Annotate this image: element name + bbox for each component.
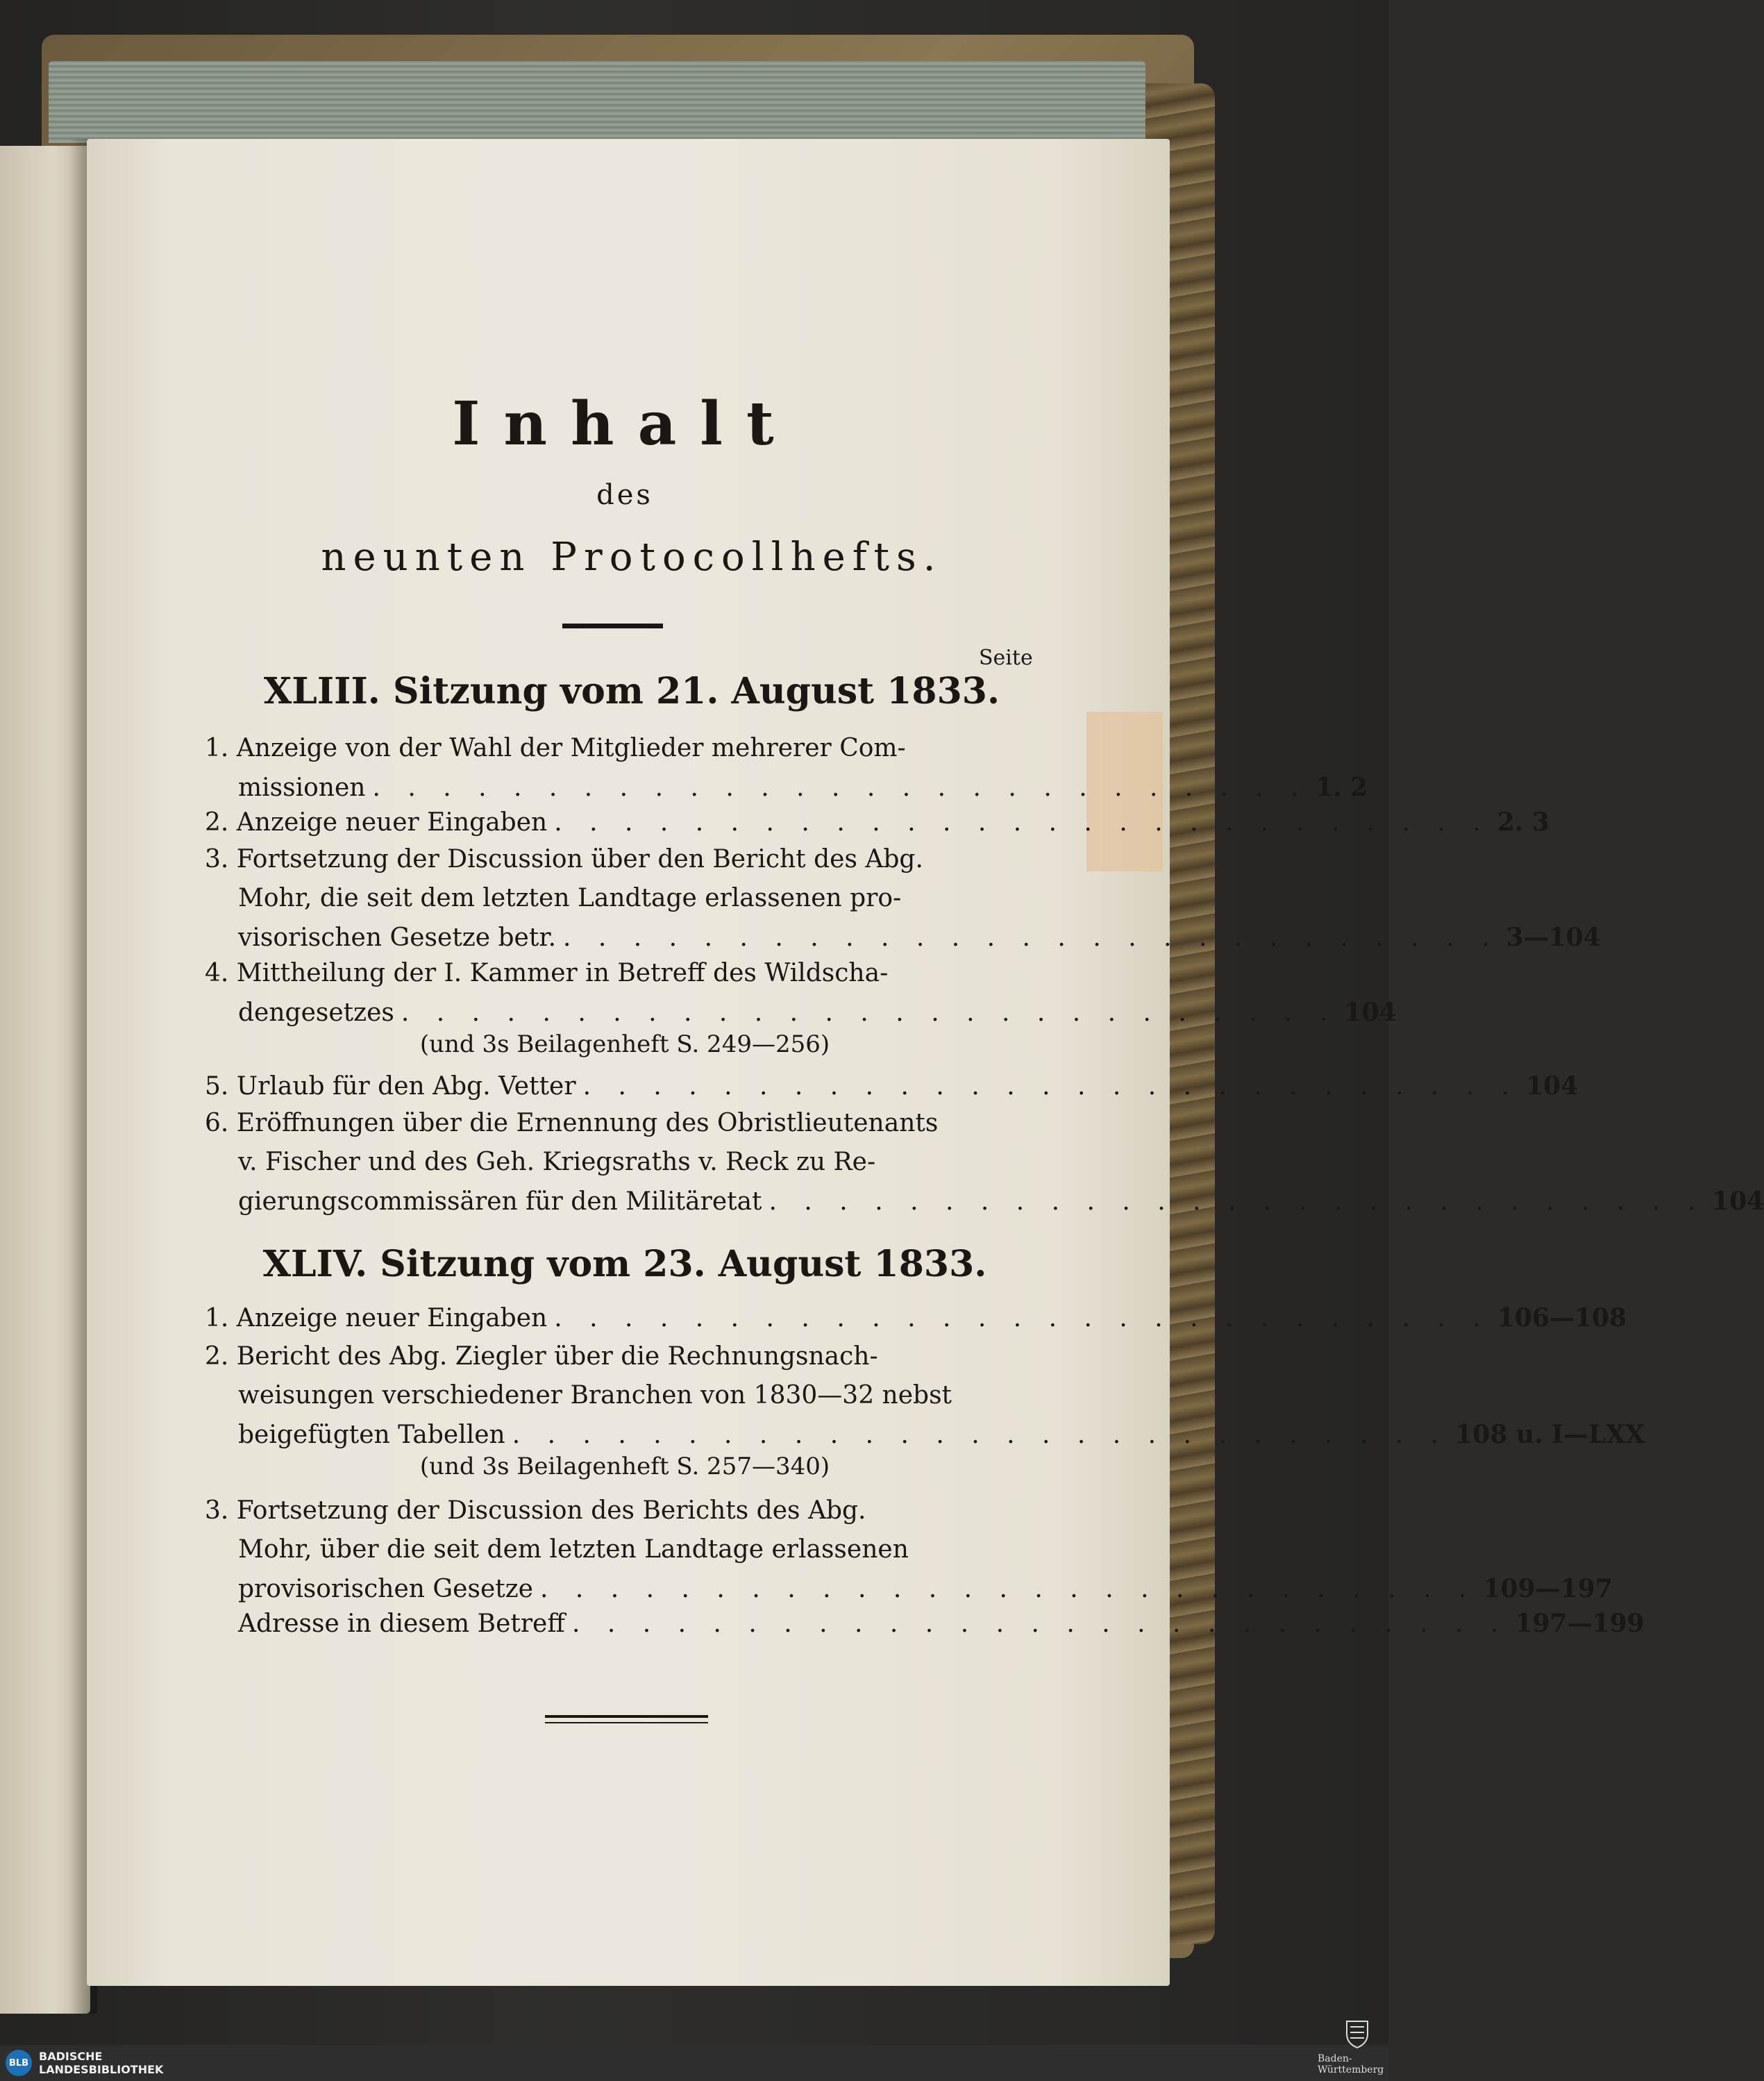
coat-of-arms-icon — [1329, 2017, 1385, 2052]
toc-entry-line: visorischen Gesetze betr. — [238, 924, 557, 952]
leader-dots: . . . . . . . . . . . . . . . . . . . . . . . . . . . — [582, 1072, 1520, 1101]
toc-entry-line: 1. Anzeige von der Wahl der Mitglieder mehrerer Com- — [205, 734, 906, 762]
toc-entry-line: v. Fischer und des Geh. Kriegsraths v. Reck zu Re- — [238, 1148, 876, 1176]
toc-entry-line: Mohr, die seit dem letzten Landtage erlassenen pro- — [238, 884, 902, 912]
toc-entry-line: 2. Anzeige neuer Eingaben — [205, 808, 548, 837]
toc-entry-line: Adresse in diesem Betreff — [238, 1610, 565, 1638]
toc-entry-line: 3. Fortsetzung der Discussion des Berichts des Abg. — [205, 1496, 866, 1525]
supplement-note: (und 3s Beilagenheft S. 249—256) — [419, 1030, 830, 1058]
toc-page-ref: 3—104 — [1506, 923, 1601, 952]
toc-entry — [205, 1491, 1613, 1609]
library-name-line1: BADISCHE — [39, 2050, 103, 2063]
region-label: Baden-Württemberg — [1318, 2053, 1384, 2075]
toc-entry — [205, 1067, 1579, 1106]
viewer-footer-bar — [0, 2045, 1388, 2081]
library-name — [39, 2050, 163, 2076]
toc-entry — [205, 1604, 1645, 1644]
page-block-top-edge — [49, 61, 1145, 143]
toc-entry-line: 2. Bericht des Abg. Ziegler über die Rechnungsnach- — [205, 1342, 878, 1371]
toc-entry-line: dengesetzes — [238, 998, 394, 1027]
section-heading-xliv: XLIV. Sitzung vom 23. August 1833. — [262, 1243, 987, 1285]
toc-page-ref: 104 — [1526, 1071, 1579, 1101]
toc-page-ref: 104 — [1344, 998, 1397, 1027]
toc-page-ref: 109—197 — [1483, 1574, 1613, 1603]
leader-dots: . . . . . . . . . . . . . . . . . . . . . . . . . . . — [401, 998, 1338, 1027]
section-heading-xliii: XLIII. Sitzung vom 21. August 1833. — [263, 670, 1000, 712]
leader-dots: . . . . . . . . . . . . . . . . . . . . . . . . . . . — [512, 1421, 1449, 1449]
toc-entry — [205, 840, 1601, 958]
toc-entry-line: Mohr, über die seit dem letzten Landtage erlassenen — [238, 1535, 909, 1564]
toc-page-ref: 104 — [1712, 1187, 1764, 1216]
toc-entry-line: missionen — [238, 774, 366, 802]
closing-rule-top — [545, 1715, 708, 1718]
toc-entry — [205, 1337, 1645, 1455]
toc-entry — [205, 954, 1397, 1033]
title-rule — [562, 624, 663, 628]
leader-dots: . . . . . . . . . . . . . . . . . . . . . . . . . . . — [571, 1610, 1509, 1638]
toc-entry-line: 3. Fortsetzung der Discussion über den Bericht des Abg. — [205, 845, 923, 874]
toc-page-ref: 108 u. I—LXX — [1455, 1420, 1645, 1449]
blb-logo-icon: BLB — [6, 2050, 32, 2076]
toc-page-ref: 197—199 — [1515, 1609, 1645, 1638]
toc-entry-line: weisungen verschiedener Branchen von 1830—32 nebst — [238, 1381, 952, 1410]
leader-dots: . . . . . . . . . . . . . . . . . . . . . . . . . . . — [554, 1304, 1490, 1332]
toc-entry-line: beigefügten Tabellen — [238, 1421, 505, 1449]
leader-dots: . . . . . . . . . . . . . . . . . . . . . . . . . . . — [554, 808, 1490, 837]
leader-dots: . . . . . . . . . . . . . . . . . . . . . . . . . . . — [372, 774, 1309, 802]
toc-entry-line: 4. Mittheilung der I. Kammer in Betreff des Wildscha- — [205, 959, 889, 987]
title-des: des — [596, 479, 653, 511]
toc-entry-line: 6. Eröffnungen über die Ernennung des Obristlieutenants — [205, 1109, 939, 1137]
toc-entry — [205, 729, 1368, 808]
page-subtitle: neunten Protocollhefts. — [321, 535, 943, 580]
toc-entry — [205, 803, 1549, 842]
toc-page-ref: 106—108 — [1497, 1303, 1627, 1332]
supplement-note: (und 3s Beilagenheft S. 257—340) — [419, 1453, 830, 1480]
leader-dots: . . . . . . . . . . . . . . . . . . . . . . . . . . . — [540, 1575, 1477, 1603]
toc-entry-line: 5. Urlaub für den Abg. Vetter — [205, 1072, 576, 1101]
seite-label: Seite — [979, 646, 1033, 670]
toc-entry-line: provisorischen Gesetze — [238, 1575, 533, 1603]
leader-dots: . . . . . . . . . . . . . . . . . . . . . . . . . . . — [768, 1187, 1706, 1216]
toc-entry — [205, 1298, 1627, 1338]
toc-entry — [205, 1104, 1764, 1221]
closing-rule-bottom — [545, 1722, 708, 1723]
page-title: Inhalt — [452, 389, 798, 459]
library-name-line2: LANDESBIBLIOTHEK — [39, 2063, 164, 2076]
toc-page-ref: 1. 2 — [1315, 773, 1368, 802]
toc-entry-line: gierungscommissären für den Militäretat — [238, 1187, 762, 1216]
leader-dots: . . . . . . . . . . . . . . . . . . . . . . . . . . . — [563, 924, 1500, 952]
toc-page-ref: 2. 3 — [1497, 808, 1549, 837]
toc-entry-line: 1. Anzeige neuer Eingaben — [205, 1304, 548, 1332]
